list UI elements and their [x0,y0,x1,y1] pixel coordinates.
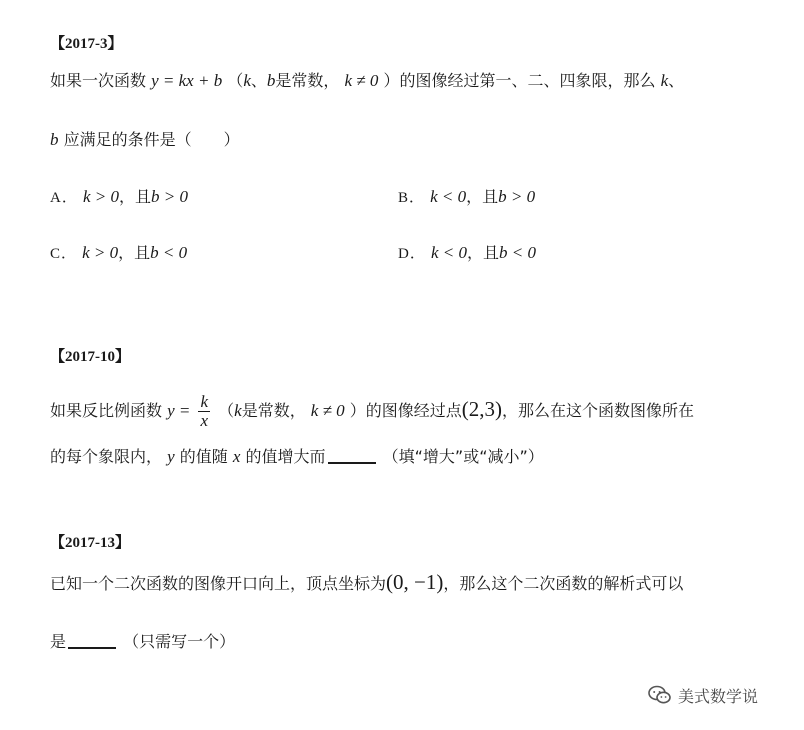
text: ，且 [466,243,499,262]
fraction-denominator: x [200,411,209,430]
option-condition-1: k > 0 [82,243,119,262]
option-condition-2: b > 0 [498,187,536,206]
var-y: y [167,447,175,466]
text: ）的图像经过第一、二、四象限，那么 [383,71,656,90]
text: 如果反比例函数 [50,401,163,420]
watermark [648,683,758,707]
problem-3-line-2 [50,630,235,654]
option-condition-2: b > 0 [150,187,188,206]
text: 的值增大而 [245,447,326,466]
text: ，那么在这个函数图像所在 [502,401,695,420]
fraction-numerator: k [200,392,209,411]
problem-3-line-1 [50,570,683,596]
option-b[interactable] [398,185,535,210]
option-letter: C． [50,246,78,262]
wechat-icon [648,684,672,706]
watermark-text: 美式数学说 [678,686,759,706]
problem-2-tag: 【2017-10】 [50,349,130,365]
text: 、 [668,71,685,90]
text: 是常数， [275,71,340,90]
option-condition-1: k > 0 [82,187,119,206]
text: 的每个象限内， [50,447,163,466]
option-letter: D． [398,246,426,262]
option-letter: B． [398,190,426,206]
text: 如果一次函数 [50,71,147,90]
text: 是常数， [241,401,306,420]
option-condition-2: b < 0 [150,243,188,262]
text: 、 [250,71,267,90]
option-d[interactable] [398,241,536,266]
text: 应满足的条件是（ ） [63,130,240,149]
problem-2-line-1 [50,393,694,430]
text: ，且 [466,187,499,206]
var-b: b [50,130,59,149]
var-k: k [243,71,251,90]
point: (0, −1) [386,570,444,594]
var-x: x [232,447,241,466]
text: （填“增大”或“减小”） [382,447,544,466]
problem-3-tag: 【2017-13】 [50,535,130,551]
option-condition-2: b < 0 [498,243,536,262]
var-b: b [266,71,276,90]
answer-blank[interactable] [328,446,376,464]
option-condition-1: k < 0 [430,243,467,262]
fraction [198,393,210,430]
text: （只需写一个） [123,632,236,651]
equation: y = kx + b [151,71,223,90]
text: ，且 [118,187,151,206]
option-letter: A． [50,190,78,206]
text: 的值随 [179,447,228,466]
text: ）的图像经过点 [349,401,462,420]
text: （ [227,71,244,90]
answer-blank[interactable] [68,631,116,649]
var-k: k [660,71,669,90]
condition: k ≠ 0 [310,401,345,420]
problem-1-tag: 【2017-3】 [50,36,123,52]
condition: k ≠ 0 [344,71,379,90]
var-k: k [234,401,242,420]
text: ，那么这个二次函数的解析式可以 [443,574,684,593]
problem-1-line-1 [50,69,684,93]
problem-1-line-2 [50,128,240,152]
option-a[interactable] [50,185,188,210]
text: （ [218,401,235,420]
option-condition-1: k < 0 [430,187,467,206]
equation-lhs: y = [167,401,191,420]
option-c[interactable] [50,241,187,266]
text: ，且 [118,243,151,262]
problem-2-line-2 [50,445,544,469]
text: 是 [50,632,67,651]
point: (2,3) [461,397,503,421]
text: 已知一个二次函数的图像开口向上，顶点坐标为 [50,574,387,593]
